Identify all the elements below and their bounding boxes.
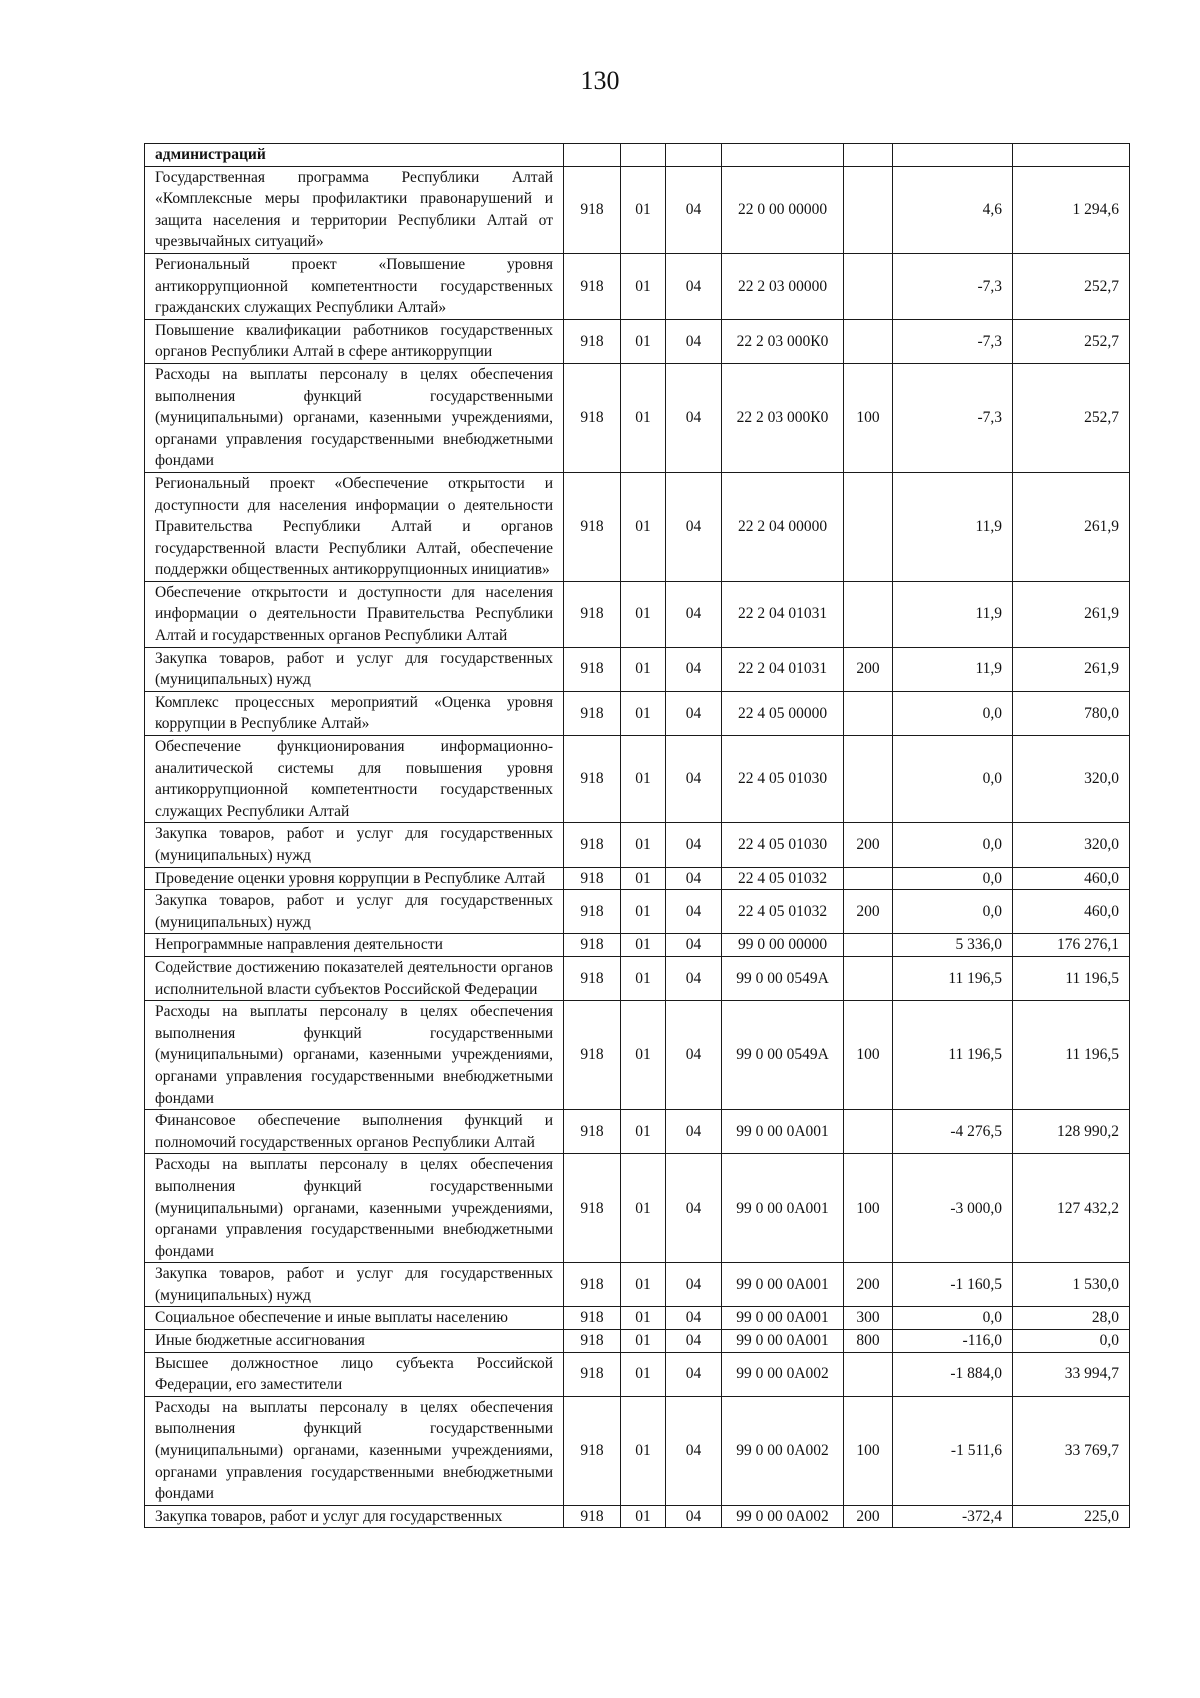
table-body xyxy=(145,144,1130,1528)
cell-change-amount: -1 160,5 xyxy=(893,1263,1013,1307)
cell-ministry-code: 918 xyxy=(564,1307,621,1330)
cell-change-amount: 0,0 xyxy=(893,823,1013,867)
cell-expense-type xyxy=(844,736,893,823)
cell-subsection: 04 xyxy=(666,581,722,647)
cell-description: Региональный проект «Обеспечение открытости и доступности для населения информации о деятельности Правительства Республики Алтай и органов государственной власти Республики Алтай, обеспечение поддержки общественных антикоррупционных инициатив» xyxy=(145,472,564,581)
cell-description: Непрограммные направления деятельности xyxy=(145,934,564,957)
cell-subsection: 04 xyxy=(666,1396,722,1505)
table-row xyxy=(145,581,1130,647)
table-row xyxy=(145,166,1130,253)
cell-ministry-code: 918 xyxy=(564,1263,621,1307)
cell-change-amount: 5 336,0 xyxy=(893,934,1013,957)
cell-ministry-code: 918 xyxy=(564,166,621,253)
table-row xyxy=(145,319,1130,363)
table-row xyxy=(145,144,1130,167)
cell-expense-type: 200 xyxy=(844,890,893,934)
cell-target-article: 22 2 04 01031 xyxy=(722,647,844,691)
cell-target-article: 99 0 00 0А002 xyxy=(722,1396,844,1505)
cell-description: Расходы на выплаты персоналу в целях обеспечения выполнения функций государственными (муниципальными) органами, казенными учреждениями, органами управления государственными внебюджетными фондами xyxy=(145,1396,564,1505)
cell-total-amount: 1 530,0 xyxy=(1013,1263,1130,1307)
cell-total-amount: 176 276,1 xyxy=(1013,934,1130,957)
cell-subsection: 04 xyxy=(666,934,722,957)
cell-subsection: 04 xyxy=(666,166,722,253)
cell-ministry-code: 918 xyxy=(564,319,621,363)
cell-section: 01 xyxy=(621,1330,666,1353)
cell-change-amount: 0,0 xyxy=(893,736,1013,823)
cell-section: 01 xyxy=(621,1263,666,1307)
cell-description: Закупка товаров, работ и услуг для государственных (муниципальных) нужд xyxy=(145,1263,564,1307)
cell-description: Комплекс процессных мероприятий «Оценка уровня коррупции в Республике Алтай» xyxy=(145,691,564,735)
cell-total-amount xyxy=(1013,144,1130,167)
cell-target-article: 22 4 05 01030 xyxy=(722,823,844,867)
cell-expense-type xyxy=(844,144,893,167)
cell-subsection: 04 xyxy=(666,1330,722,1353)
cell-subsection: 04 xyxy=(666,823,722,867)
table-row xyxy=(145,253,1130,319)
page-number: 130 xyxy=(580,66,620,95)
cell-ministry-code: 918 xyxy=(564,934,621,957)
cell-ministry-code: 918 xyxy=(564,823,621,867)
cell-expense-type: 200 xyxy=(844,1505,893,1528)
cell-ministry-code: 918 xyxy=(564,890,621,934)
cell-change-amount: -1 511,6 xyxy=(893,1396,1013,1505)
cell-total-amount: 252,7 xyxy=(1013,363,1130,472)
cell-total-amount: 33 769,7 xyxy=(1013,1396,1130,1505)
cell-total-amount: 33 994,7 xyxy=(1013,1352,1130,1396)
cell-description: Высшее должностное лицо субъекта Российской Федерации, его заместители xyxy=(145,1352,564,1396)
cell-target-article: 22 4 05 00000 xyxy=(722,691,844,735)
cell-target-article: 99 0 00 0А002 xyxy=(722,1352,844,1396)
cell-change-amount: 11 196,5 xyxy=(893,956,1013,1000)
cell-change-amount: -3 000,0 xyxy=(893,1154,1013,1263)
cell-description: Закупка товаров, работ и услуг для государственных xyxy=(145,1505,564,1528)
cell-expense-type xyxy=(844,691,893,735)
table-row xyxy=(145,890,1130,934)
cell-subsection: 04 xyxy=(666,736,722,823)
cell-ministry-code: 918 xyxy=(564,472,621,581)
cell-subsection: 04 xyxy=(666,1307,722,1330)
cell-change-amount xyxy=(893,144,1013,167)
cell-change-amount: -372,4 xyxy=(893,1505,1013,1528)
cell-section: 01 xyxy=(621,1307,666,1330)
cell-change-amount: -7,3 xyxy=(893,363,1013,472)
cell-expense-type xyxy=(844,472,893,581)
cell-expense-type xyxy=(844,166,893,253)
cell-section: 01 xyxy=(621,1505,666,1528)
cell-target-article: 22 2 03 000К0 xyxy=(722,363,844,472)
cell-target-article: 99 0 00 0А001 xyxy=(722,1154,844,1263)
cell-expense-type: 100 xyxy=(844,1001,893,1110)
cell-section: 01 xyxy=(621,736,666,823)
table-row xyxy=(145,1001,1130,1110)
cell-change-amount: 0,0 xyxy=(893,1307,1013,1330)
cell-total-amount: 780,0 xyxy=(1013,691,1130,735)
cell-change-amount: 11 196,5 xyxy=(893,1001,1013,1110)
cell-ministry-code xyxy=(564,144,621,167)
cell-target-article: 22 4 05 01030 xyxy=(722,736,844,823)
cell-expense-type xyxy=(844,1352,893,1396)
cell-section: 01 xyxy=(621,319,666,363)
cell-expense-type xyxy=(844,319,893,363)
cell-subsection: 04 xyxy=(666,890,722,934)
cell-section xyxy=(621,144,666,167)
cell-target-article: 22 2 04 00000 xyxy=(722,472,844,581)
cell-description: Региональный проект «Повышение уровня антикоррупционной компетентности государственных гражданских служащих Республики Алтай» xyxy=(145,253,564,319)
cell-expense-type xyxy=(844,934,893,957)
cell-target-article: 99 0 00 0А001 xyxy=(722,1110,844,1154)
cell-description: Расходы на выплаты персоналу в целях обеспечения выполнения функций государственными (муниципальными) органами, казенными учреждениями, органами управления государственными внебюджетными фондами xyxy=(145,1001,564,1110)
cell-ministry-code: 918 xyxy=(564,1001,621,1110)
cell-subsection: 04 xyxy=(666,1001,722,1110)
table-row xyxy=(145,823,1130,867)
cell-total-amount: 460,0 xyxy=(1013,890,1130,934)
cell-ministry-code: 918 xyxy=(564,647,621,691)
table-row xyxy=(145,1330,1130,1353)
cell-ministry-code: 918 xyxy=(564,253,621,319)
cell-target-article: 99 0 00 0А001 xyxy=(722,1330,844,1353)
cell-description: Расходы на выплаты персоналу в целях обеспечения выполнения функций государственными (муниципальными) органами, казенными учреждениями, органами управления государственными внебюджетными фондами xyxy=(145,1154,564,1263)
table-row xyxy=(145,736,1130,823)
cell-ministry-code: 918 xyxy=(564,1352,621,1396)
cell-subsection: 04 xyxy=(666,867,722,890)
cell-section: 01 xyxy=(621,691,666,735)
cell-section: 01 xyxy=(621,581,666,647)
table-row xyxy=(145,867,1130,890)
cell-ministry-code: 918 xyxy=(564,691,621,735)
cell-target-article: 99 0 00 00000 xyxy=(722,934,844,957)
cell-target-article: 22 4 05 01032 xyxy=(722,867,844,890)
cell-total-amount: 320,0 xyxy=(1013,823,1130,867)
cell-target-article xyxy=(722,144,844,167)
table-row xyxy=(145,1263,1130,1307)
cell-expense-type: 200 xyxy=(844,647,893,691)
cell-description: Социальное обеспечение и иные выплаты населению xyxy=(145,1307,564,1330)
cell-ministry-code: 918 xyxy=(564,1505,621,1528)
cell-description: Расходы на выплаты персоналу в целях обеспечения выполнения функций государственными (муниципальными) органами, казенными учреждениями, органами управления государственными внебюджетными фондами xyxy=(145,363,564,472)
cell-description: Обеспечение открытости и доступности для населения информации о деятельности Правительства Республики Алтай и государственных органов Республики Алтай xyxy=(145,581,564,647)
cell-target-article: 99 0 00 0А001 xyxy=(722,1263,844,1307)
cell-description: Иные бюджетные ассигнования xyxy=(145,1330,564,1353)
cell-expense-type: 100 xyxy=(844,1396,893,1505)
cell-subsection: 04 xyxy=(666,1110,722,1154)
table-row xyxy=(145,1352,1130,1396)
cell-total-amount: 252,7 xyxy=(1013,319,1130,363)
cell-section: 01 xyxy=(621,166,666,253)
cell-subsection: 04 xyxy=(666,647,722,691)
cell-description: Содействие достижению показателей деятельности органов исполнительной власти субъектов Российской Федерации xyxy=(145,956,564,1000)
cell-total-amount: 127 432,2 xyxy=(1013,1154,1130,1263)
cell-total-amount: 261,9 xyxy=(1013,472,1130,581)
cell-target-article: 22 2 03 000К0 xyxy=(722,319,844,363)
cell-change-amount: -116,0 xyxy=(893,1330,1013,1353)
cell-target-article: 22 4 05 01032 xyxy=(722,890,844,934)
cell-target-article: 22 0 00 00000 xyxy=(722,166,844,253)
cell-description: Обеспечение функционирования информационно-аналитической системы для повышения уровня антикоррупционной компетентности государственных служащих Республики Алтай xyxy=(145,736,564,823)
cell-expense-type xyxy=(844,581,893,647)
cell-subsection: 04 xyxy=(666,1263,722,1307)
cell-expense-type xyxy=(844,253,893,319)
cell-section: 01 xyxy=(621,253,666,319)
cell-ministry-code: 918 xyxy=(564,1154,621,1263)
cell-ministry-code: 918 xyxy=(564,581,621,647)
cell-section: 01 xyxy=(621,890,666,934)
cell-target-article: 22 2 03 00000 xyxy=(722,253,844,319)
cell-change-amount: 4,6 xyxy=(893,166,1013,253)
cell-total-amount: 128 990,2 xyxy=(1013,1110,1130,1154)
cell-section: 01 xyxy=(621,363,666,472)
cell-change-amount: 11,9 xyxy=(893,472,1013,581)
table-row xyxy=(145,1110,1130,1154)
cell-subsection: 04 xyxy=(666,253,722,319)
cell-section: 01 xyxy=(621,1001,666,1110)
cell-subsection: 04 xyxy=(666,1505,722,1528)
cell-subsection: 04 xyxy=(666,1352,722,1396)
cell-section: 01 xyxy=(621,1154,666,1263)
cell-description: Повышение квалификации работников государственных органов Республики Алтай в сфере антикоррупции xyxy=(145,319,564,363)
cell-expense-type: 200 xyxy=(844,823,893,867)
cell-expense-type xyxy=(844,956,893,1000)
cell-subsection: 04 xyxy=(666,472,722,581)
cell-section: 01 xyxy=(621,472,666,581)
table-row xyxy=(145,472,1130,581)
budget-table xyxy=(144,143,1130,1528)
table-row xyxy=(145,647,1130,691)
table-row xyxy=(145,1505,1130,1528)
cell-target-article: 99 0 00 0А002 xyxy=(722,1505,844,1528)
cell-target-article: 99 0 00 0549А xyxy=(722,1001,844,1110)
cell-total-amount: 28,0 xyxy=(1013,1307,1130,1330)
cell-expense-type: 100 xyxy=(844,363,893,472)
cell-total-amount: 11 196,5 xyxy=(1013,956,1130,1000)
cell-change-amount: -7,3 xyxy=(893,253,1013,319)
table-row xyxy=(145,956,1130,1000)
table-row xyxy=(145,691,1130,735)
cell-target-article: 22 2 04 01031 xyxy=(722,581,844,647)
cell-subsection: 04 xyxy=(666,363,722,472)
cell-section: 01 xyxy=(621,934,666,957)
cell-ministry-code: 918 xyxy=(564,1330,621,1353)
cell-subsection: 04 xyxy=(666,1154,722,1263)
cell-total-amount: 225,0 xyxy=(1013,1505,1130,1528)
cell-subsection: 04 xyxy=(666,691,722,735)
cell-section: 01 xyxy=(621,1352,666,1396)
table-row xyxy=(145,1307,1130,1330)
cell-description: Закупка товаров, работ и услуг для государственных (муниципальных) нужд xyxy=(145,823,564,867)
cell-description: администраций xyxy=(145,144,564,167)
cell-expense-type: 300 xyxy=(844,1307,893,1330)
table-row xyxy=(145,1396,1130,1505)
cell-change-amount: -7,3 xyxy=(893,319,1013,363)
cell-ministry-code: 918 xyxy=(564,363,621,472)
cell-target-article: 99 0 00 0549А xyxy=(722,956,844,1000)
cell-total-amount: 320,0 xyxy=(1013,736,1130,823)
cell-expense-type: 100 xyxy=(844,1154,893,1263)
cell-total-amount: 252,7 xyxy=(1013,253,1130,319)
cell-total-amount: 0,0 xyxy=(1013,1330,1130,1353)
cell-total-amount: 1 294,6 xyxy=(1013,166,1130,253)
cell-section: 01 xyxy=(621,823,666,867)
cell-ministry-code: 918 xyxy=(564,867,621,890)
cell-section: 01 xyxy=(621,647,666,691)
table-row xyxy=(145,934,1130,957)
cell-total-amount: 261,9 xyxy=(1013,581,1130,647)
cell-description: Государственная программа Республики Алтай «Комплексные меры профилактики правонарушений и защита населения и территории Республики Алтай от чрезвычайных ситуаций» xyxy=(145,166,564,253)
cell-section: 01 xyxy=(621,1396,666,1505)
cell-subsection xyxy=(666,144,722,167)
cell-ministry-code: 918 xyxy=(564,956,621,1000)
cell-change-amount: 0,0 xyxy=(893,691,1013,735)
cell-total-amount: 11 196,5 xyxy=(1013,1001,1130,1110)
cell-change-amount: 11,9 xyxy=(893,647,1013,691)
cell-total-amount: 460,0 xyxy=(1013,867,1130,890)
cell-description: Проведение оценки уровня коррупции в Республике Алтай xyxy=(145,867,564,890)
cell-change-amount: 11,9 xyxy=(893,581,1013,647)
cell-ministry-code: 918 xyxy=(564,736,621,823)
cell-change-amount: -1 884,0 xyxy=(893,1352,1013,1396)
cell-subsection: 04 xyxy=(666,956,722,1000)
cell-subsection: 04 xyxy=(666,319,722,363)
cell-description: Закупка товаров, работ и услуг для государственных (муниципальных) нужд xyxy=(145,647,564,691)
cell-expense-type: 800 xyxy=(844,1330,893,1353)
cell-change-amount: 0,0 xyxy=(893,890,1013,934)
cell-total-amount: 261,9 xyxy=(1013,647,1130,691)
cell-change-amount: -4 276,5 xyxy=(893,1110,1013,1154)
cell-description: Финансовое обеспечение выполнения функций и полномочий государственных органов Республики Алтай xyxy=(145,1110,564,1154)
cell-change-amount: 0,0 xyxy=(893,867,1013,890)
table-row xyxy=(145,363,1130,472)
cell-target-article: 99 0 00 0А001 xyxy=(722,1307,844,1330)
cell-expense-type: 200 xyxy=(844,1263,893,1307)
cell-section: 01 xyxy=(621,956,666,1000)
cell-ministry-code: 918 xyxy=(564,1396,621,1505)
table-row xyxy=(145,1154,1130,1263)
cell-expense-type xyxy=(844,1110,893,1154)
cell-ministry-code: 918 xyxy=(564,1110,621,1154)
cell-description: Закупка товаров, работ и услуг для государственных (муниципальных) нужд xyxy=(145,890,564,934)
cell-section: 01 xyxy=(621,867,666,890)
cell-section: 01 xyxy=(621,1110,666,1154)
cell-expense-type xyxy=(844,867,893,890)
